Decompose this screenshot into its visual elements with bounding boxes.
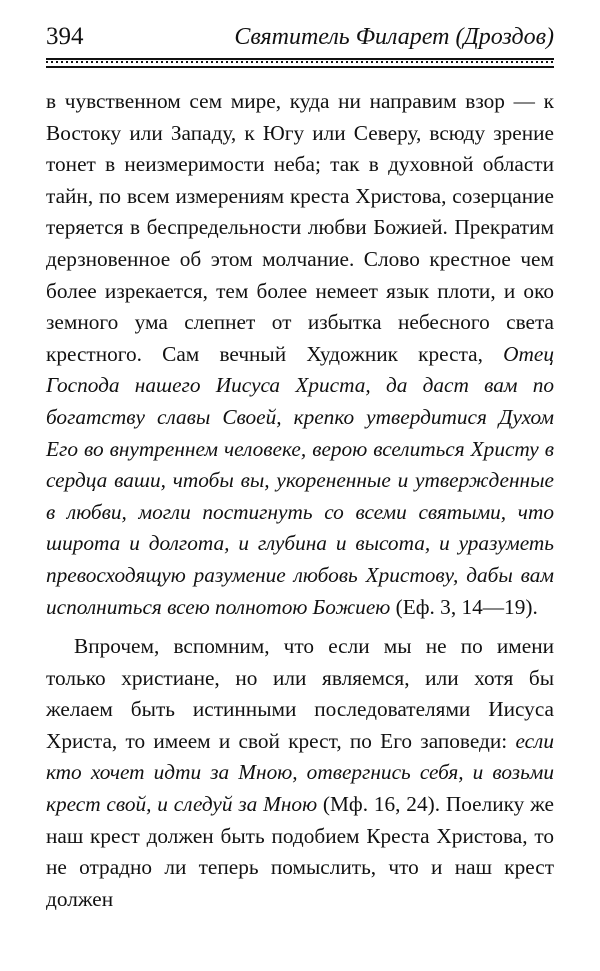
- page-number: 394: [46, 23, 84, 50]
- paragraph-2-continuation: (Мф. 16, 24). Поелику же наш крест должен быть подобием Креста Христова, то не отрадно ли теперь помыслить, что и наш крест должен: [46, 792, 554, 911]
- header-ornamental-rule: [46, 58, 554, 68]
- paragraph-2: [46, 631, 554, 915]
- scripture-quote-ephesians: Отец Господа нашего Иисуса Христа, да даст вам по богатству славы Своей, крепко утвердитися Духом Его во внутреннем человеке, верою вселиться Христу в сердца ваши, чтобы вы, укорененные и утвержденные в любви, могли постигнуть со всеми святыми, что широта и долгота, и глубина и высота, и уразуметь превосходящую разумение любовь Христову, дабы вам исполниться всею полнотою Божиею: [46, 341, 554, 619]
- page-header: [46, 22, 554, 52]
- paragraph-1-text: в чувственном сем мире, куда ни направим взор — к Востоку или Западу, к Югу или Северу, всюду зрение тонет в неизмеримости неба; так в духовной области тайн, по всем измерениям креста Христова, созерцание теряется в беспредельности любви Божией. Прекратим дерзновенное об этом молчание. Слово крестное чем более изрекается, тем более немеет язык плоти, и око земного ума слепнет от избытка небесного света крестного. Сам вечный Художник креста,: [46, 89, 554, 366]
- running-title: Святитель Филарет (Дроздов): [234, 24, 554, 50]
- scripture-quote-matthew: если кто хочет идти за Мною, отвергнись себя, и возьми крест свой, и следуй за Мною: [46, 728, 554, 817]
- body-text: [46, 86, 554, 915]
- paragraph-2-text: Впрочем, вспомним, что если мы не по имени только христиане, но или являемся, или хотя бы желаем быть истинными последователями Иисуса Христа, то имеем и свой крест, по Его заповеди:: [46, 634, 554, 753]
- paragraph-1: [46, 86, 554, 623]
- scripture-reference-ephesians: (Еф. 3, 14—19).: [390, 594, 538, 619]
